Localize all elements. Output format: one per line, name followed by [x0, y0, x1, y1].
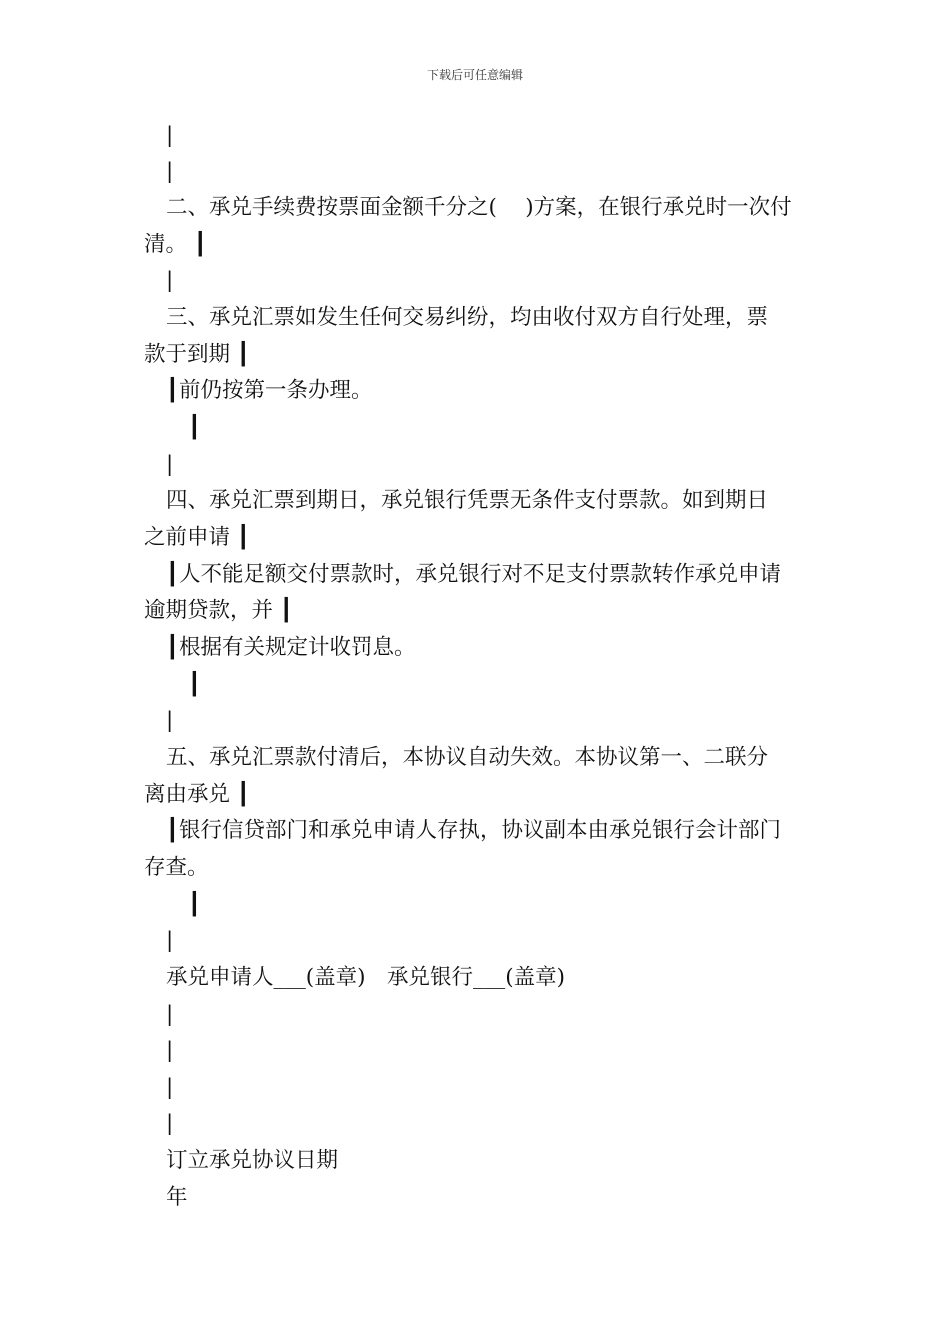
clause-5-line-1: 五、承兑汇票款付清后，本协议自动失效。本协议第一、二联分 — [166, 745, 769, 770]
separator-line: | — [166, 928, 174, 953]
clause-3-line-3: ┃前仍按第一条办理。 — [166, 378, 373, 403]
clause-3-line-2: 款于到期 ┃ — [144, 342, 250, 367]
clause-4-line-5: ┃根据有关规定计收罚息。 — [166, 635, 416, 660]
clause-4-line-3: ┃人不能足额交付票款时，承兑银行对不足支付票款转作承兑申请 — [166, 562, 781, 587]
clause-5-line-2: 离由承兑 ┃ — [144, 782, 250, 807]
separator-line: | — [166, 159, 174, 184]
clause-4-line-4: 逾期贷款，并 ┃ — [144, 598, 293, 623]
clause-4-line-2: 之前申请 ┃ — [144, 525, 250, 550]
separator-line: | — [166, 452, 174, 477]
separator-line: | — [166, 1111, 174, 1136]
separator-line: | — [166, 123, 174, 148]
clause-2-line-2: 清。 ┃ — [144, 232, 207, 257]
separator-line: ┃ — [188, 415, 201, 440]
separator-line: | — [166, 268, 174, 293]
separator-line: ┃ — [188, 892, 201, 917]
clause-3-line-1: 三、承兑汇票如发生任何交易纠纷，均由收付双方自行处理，票 — [166, 305, 769, 330]
year-label: 年 — [166, 1185, 188, 1210]
signature-line: 承兑申请人___(盖章) 承兑银行___(盖章) — [166, 965, 566, 990]
clause-5-line-4: 存查。 — [144, 855, 209, 880]
page-header: 下载后可任意编辑 — [426, 68, 523, 82]
separator-line: | — [166, 1002, 174, 1027]
clause-4-line-1: 四、承兑汇票到期日，承兑银行凭票无条件支付票款。如到期日 — [166, 488, 769, 513]
separator-line: | — [166, 1075, 174, 1100]
clause-2-line-1: 二、承兑手续费按票面金额千分之( )方案，在银行承兑时一次付 — [166, 195, 792, 220]
separator-line: ┃ — [188, 672, 201, 697]
separator-line: | — [166, 708, 174, 733]
agreement-date-label: 订立承兑协议日期 — [166, 1148, 339, 1173]
separator-line: | — [166, 1038, 174, 1063]
clause-5-line-3: ┃银行信贷部门和承兑申请人存执，协议副本由承兑银行会计部门 — [166, 818, 781, 843]
